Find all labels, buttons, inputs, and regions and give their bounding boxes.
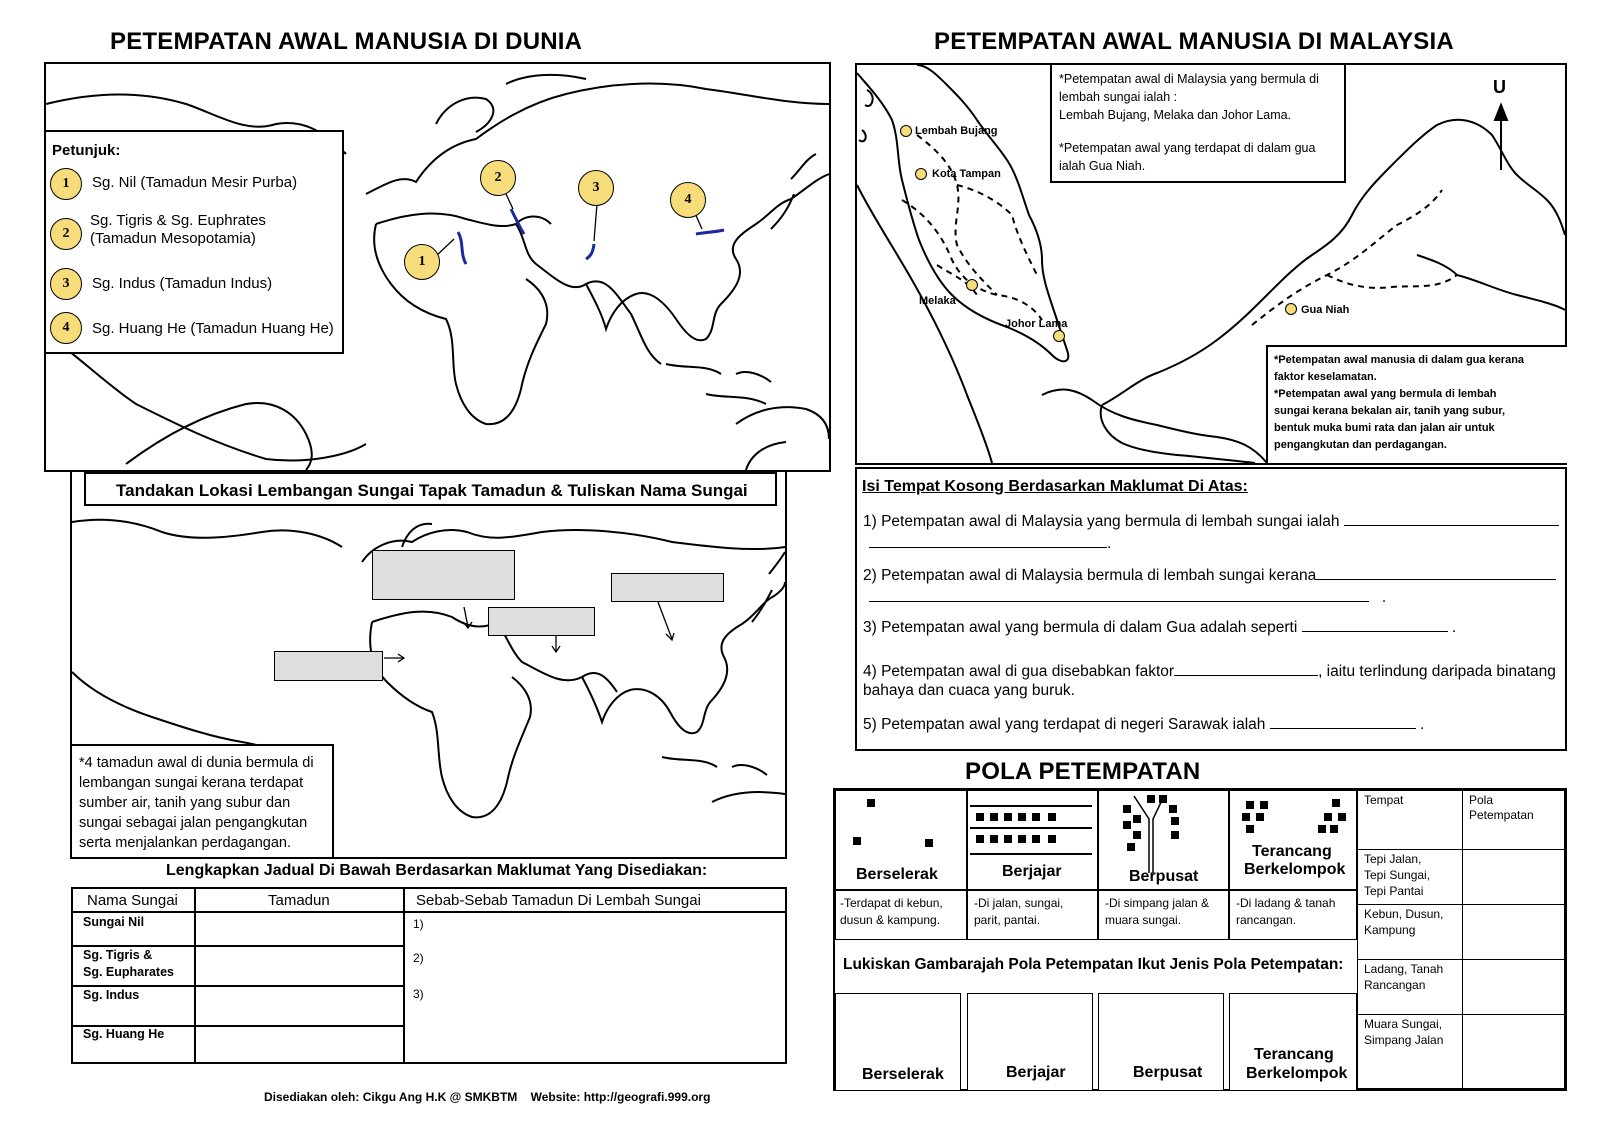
side-row-3 (1357, 959, 1463, 1015)
fill-blanks-panel (855, 467, 1567, 751)
pola-title: POLA PETEMPATAN (965, 758, 1201, 785)
map-marker-1: 1 (404, 244, 440, 280)
question-1-blank-b[interactable] (869, 533, 1107, 548)
activity-note-box (72, 744, 334, 857)
info-top-line-3: Lembah Bujang, Melaka dan Johor Lama. (1059, 108, 1292, 122)
desc-berjajar-1: -Di jalan, sungai, (974, 896, 1064, 910)
footer-credit: Disediakan oleh: Cikgu Ang H.K @ SMKBTM Website: http://geografi.999.org (264, 1090, 711, 1104)
question-2-blank-a[interactable] (1316, 565, 1556, 580)
side-row-2-answer[interactable] (1462, 904, 1565, 960)
legend-marker-4: 4 (50, 312, 82, 344)
question-2-blank-b[interactable] (869, 587, 1369, 602)
world-title: PETEMPATAN AWAL MANUSIA DI DUNIA (110, 28, 583, 55)
legend-label-indus: Sg. Indus (Tamadun Indus) (92, 275, 273, 292)
note-line-4: sungai sebagai jalan pengangkutan (79, 815, 308, 831)
row-huanghe: Sg. Huang He (83, 1027, 165, 1041)
pattern-berkelompok-name1: Terancang (1252, 843, 1332, 860)
side-header-tempat (1357, 790, 1463, 850)
north-label: U (1493, 77, 1506, 97)
side-row-4-a: Muara Sungai, (1364, 1017, 1443, 1031)
desc-berkelompok-1: -Di ladang & tanah (1236, 896, 1336, 910)
desc-berkelompok-2: rancangan. (1236, 913, 1297, 927)
side-row-3-b: Rancangan (1364, 978, 1426, 992)
malaysia-map-panel (855, 63, 1567, 465)
pattern-berkelompok-name2: Berkelompok (1244, 861, 1346, 878)
place-melaka: Melaka (919, 295, 956, 307)
malaysia-title: PETEMPATAN AWAL MANUSIA DI MALAYSIA (934, 28, 1454, 55)
reason-3: 3) (413, 987, 424, 1001)
desc-berpusat-1: -Di simpang jalan & (1105, 896, 1210, 910)
question-4-text-b: , iaitu terlindung daripada binatang (1318, 663, 1556, 680)
side-row-1-a: Tepi Jalan, (1364, 852, 1422, 866)
pola-panel (833, 788, 1567, 1091)
question-4 (863, 661, 1556, 681)
draw-cell-berkelompok[interactable] (1229, 993, 1357, 1091)
question-3-text: 3) Petempatan awal yang bermula di dalam Gua adalah seperti (863, 619, 1298, 636)
reason-1: 1) (413, 917, 424, 931)
activity-heading: Tandakan Lokasi Lembangan Sungai Tapak Tamadun & Tuliskan Nama Sungai (116, 481, 748, 500)
question-4-text-a: 4) Petempatan awal di gua disebabkan faktor (863, 663, 1175, 680)
info-top-line-5: *Petempatan awal yang terdapat di dalam gua (1059, 141, 1316, 155)
desc-berjajar-2: parit, pantai. (974, 913, 1041, 927)
draw-label-berjajar: Berjajar (1006, 1064, 1066, 1081)
th-sebab: Sebab-Sebab Tamadun Di Lembah Sungai (416, 892, 701, 909)
row-tigris-2: Sg. Eupharates (83, 965, 174, 979)
side-row-3-a: Ladang, Tanah (1364, 962, 1444, 976)
side-row-2-a: Kebun, Dusun, (1364, 907, 1444, 921)
pattern-berselerak-name: Berselerak (856, 866, 938, 883)
info-bottom-line-6: pengangkutan dan perdagangan. (1274, 439, 1447, 451)
legend-marker-1: 1 (50, 168, 82, 200)
place-kota-tampan: Kota Tampan (932, 168, 1001, 180)
side-row-4 (1357, 1014, 1463, 1089)
side-row-1-c: Tepi Pantai (1364, 884, 1424, 898)
activity-heading-box (84, 472, 777, 506)
question-5 (863, 714, 1424, 734)
malaysia-info-bottom (1266, 345, 1567, 463)
place-dot-melaka (966, 279, 978, 291)
info-top-line-6: ialah Gua Niah. (1059, 159, 1146, 173)
pattern-berselerak (835, 790, 967, 890)
place-dot-johor-lama (1053, 330, 1065, 342)
pattern-berpusat-name: Berpusat (1129, 868, 1199, 885)
side-header-tempat-text: Tempat (1364, 793, 1404, 807)
map-marker-2: 2 (480, 160, 516, 196)
desc-berselerak (835, 890, 967, 940)
question-1-blank-a[interactable] (1344, 511, 1559, 526)
map-marker-3: 3 (578, 170, 614, 206)
side-row-4-answer[interactable] (1462, 1014, 1565, 1089)
question-3-blank[interactable] (1302, 617, 1448, 632)
answer-box-nil[interactable] (274, 651, 383, 681)
side-row-3-answer[interactable] (1462, 959, 1565, 1015)
side-row-1 (1357, 849, 1463, 905)
desc-berpusat-2: muara sungai. (1105, 913, 1182, 927)
answer-box-huanghe[interactable] (611, 573, 724, 602)
legend-label-mesopotamia: (Tamadun Mesopotamia) (90, 230, 256, 247)
draw-cell-berselerak[interactable] (835, 993, 961, 1091)
side-header-pola-text: Pola (1469, 793, 1494, 807)
legend-marker-3: 3 (50, 268, 82, 300)
info-top-line-1: *Petempatan awal di Malaysia yang bermula di (1059, 72, 1319, 86)
activity-map-panel (70, 470, 787, 859)
world-map-panel (44, 62, 831, 472)
info-bottom-line-2: faktor keselamatan. (1274, 371, 1377, 383)
question-4-blank[interactable] (1174, 661, 1318, 676)
question-5-blank[interactable] (1270, 714, 1416, 729)
draw-heading: Lukiskan Gambarajah Pola Petempatan Ikut Jenis Pola Petempatan: (843, 956, 1344, 973)
legend-label-nil: Sg. Nil (Tamadun Mesir Purba) (92, 174, 298, 191)
question-2-cont (869, 587, 1386, 607)
answer-box-indus[interactable] (488, 607, 595, 636)
question-2 (863, 565, 1556, 585)
legend-label-tigris: Sg. Tigris & Sg. Euphrates (90, 212, 266, 229)
desc-berjajar (967, 890, 1098, 940)
question-3-dot: . (1451, 619, 1457, 636)
draw-label-terancang: Terancang (1254, 1046, 1334, 1063)
map-marker-4: 4 (670, 182, 706, 218)
draw-cell-berjajar[interactable] (967, 993, 1093, 1091)
question-4-cont: bahaya dan cuaca yang buruk. (863, 682, 1075, 699)
question-2-dot: . (1381, 589, 1387, 606)
question-2-text: 2) Petempatan awal di Malaysia bermula di lembah sungai kerana (863, 567, 1317, 584)
answer-box-tigris[interactable] (372, 550, 515, 600)
question-1-cont (869, 533, 1111, 553)
pattern-berjajar-name: Berjajar (1002, 863, 1062, 880)
desc-berkelompok (1229, 890, 1357, 940)
question-3 (863, 617, 1456, 637)
side-row-1-answer[interactable] (1462, 849, 1565, 905)
draw-label-berselerak: Berselerak (862, 1066, 944, 1083)
note-line-3: sumber air, tanih yang subur dan (79, 795, 291, 811)
malaysia-info-top (1050, 65, 1346, 183)
question-5-text: 5) Petempatan awal yang terdapat di negeri Sarawak ialah (863, 716, 1266, 733)
place-dot-gua-niah (1285, 303, 1297, 315)
reason-2: 2) (413, 951, 424, 965)
pattern-berpusat (1098, 790, 1229, 890)
th-nama-sungai: Nama Sungai (87, 892, 178, 909)
place-dot-kota-tampan (915, 168, 927, 180)
side-header-petempatan-text: Petempatan (1469, 808, 1534, 822)
info-top-line-2: lembah sungai ialah : (1059, 90, 1178, 104)
row-indus: Sg. Indus (83, 988, 140, 1002)
info-bottom-line-5: bentuk muka bumi rata dan jalan air untuk (1274, 422, 1495, 434)
info-bottom-line-3: *Petempatan awal yang bermula di lembah (1274, 388, 1497, 400)
legend-label-huanghe: Sg. Huang He (Tamadun Huang He) (92, 320, 334, 337)
side-row-1-b: Tepi Sungai, (1364, 868, 1431, 882)
fill-blanks-heading: Isi Tempat Kosong Berdasarkan Maklumat Di Atas: (862, 478, 1248, 495)
side-header-pola (1462, 790, 1565, 850)
question-5-dot: . (1420, 716, 1425, 733)
note-line-1: *4 tamadun awal di dunia bermula di (79, 755, 314, 771)
civilization-table (71, 887, 787, 1064)
draw-cell-berpusat[interactable] (1098, 993, 1224, 1091)
table-heading: Lengkapkan Jadual Di Bawah Berdasarkan Maklumat Yang Disediakan: (166, 862, 708, 879)
note-line-2: lembangan sungai kerana terdapat (79, 775, 304, 791)
note-line-5: serta menjalankan perdagangan. (79, 835, 292, 851)
row-tigris-1: Sg. Tigris & (83, 948, 153, 962)
legend-box (46, 130, 344, 354)
desc-berselerak-2: dusun & kampung. (840, 913, 941, 927)
info-bottom-line-1: *Petempatan awal manusia di dalam gua kerana (1274, 354, 1525, 366)
info-bottom-line-4: sungai kerana bekalan air, tanih yang subur, (1274, 405, 1506, 417)
question-1-text: 1) Petempatan awal di Malaysia yang bermula di lembah sungai ialah (863, 513, 1340, 530)
th-tamadun: Tamadun (268, 892, 330, 909)
row-sungai-nil: Sungai Nil (83, 915, 145, 929)
legend-marker-2: 2 (50, 218, 82, 250)
side-row-2-b: Kampung (1364, 923, 1416, 937)
draw-label-berkelompok: Berkelompok (1246, 1065, 1348, 1082)
legend-title: Petunjuk: (52, 142, 121, 159)
side-row-4-b: Simpang Jalan (1364, 1033, 1444, 1047)
place-lembah-bujang: Lembah Bujang (915, 125, 998, 137)
desc-berselerak-1: -Terdapat di kebun, (840, 896, 943, 910)
place-gua-niah: Gua Niah (1301, 304, 1350, 316)
pattern-berjajar (967, 790, 1098, 890)
side-row-2 (1357, 904, 1463, 960)
draw-label-berpusat: Berpusat (1133, 1064, 1203, 1081)
question-1-dot: . (1107, 535, 1112, 552)
pattern-berkelompok (1229, 790, 1357, 890)
question-1 (863, 511, 1559, 531)
desc-berpusat (1098, 890, 1229, 940)
place-johor-lama: Johor Lama (1005, 318, 1068, 330)
place-dot-lembah-bujang (900, 125, 912, 137)
